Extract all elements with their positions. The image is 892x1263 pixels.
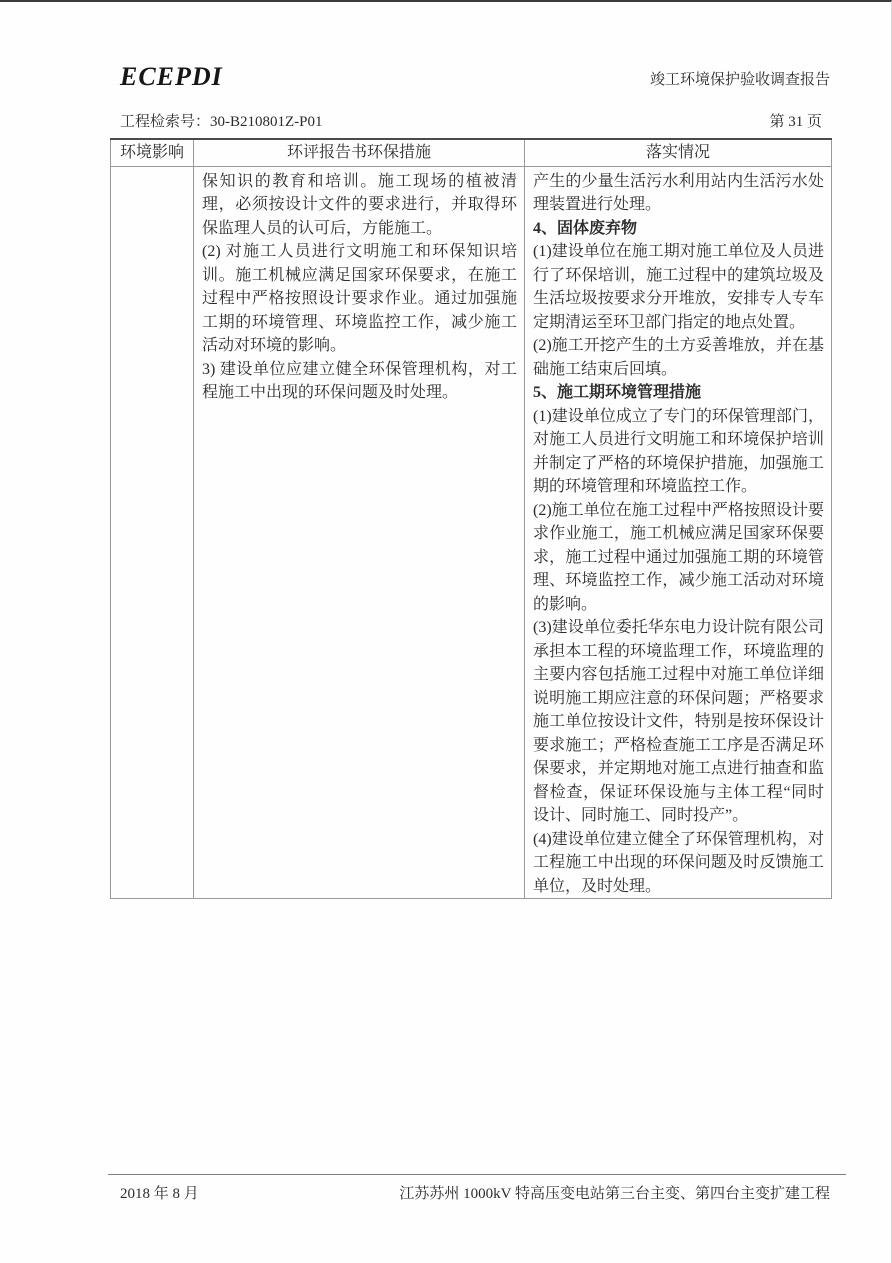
paragraph: (1)建设单位成立了专门的环保管理部门，对施工人员进行文明施工和环境保护培训并制定了严格的环境保护措施，加强施工期的环境管理和环境监控工作。 xyxy=(533,407,824,495)
paragraph: (4)建设单位建立健全了环保管理机构，对工程施工中出现的环保问题及时反馈施工单位，及时处理。 xyxy=(533,830,824,895)
report-title: 竣工环境保护验收调查报告 xyxy=(649,72,830,88)
table-header-row xyxy=(111,139,832,166)
paragraph: 产生的少量生活污水利用站内生活污水处理装置进行处理。 xyxy=(533,172,824,213)
section-heading: 4、固体废弃物 xyxy=(533,219,638,237)
measures-table xyxy=(110,138,832,899)
footer-divider xyxy=(108,1174,846,1175)
footer-date: 2018 年 8 月 xyxy=(120,1186,199,1202)
impact-cell xyxy=(111,166,194,899)
column-header-impact: 环境影响 xyxy=(111,139,194,166)
paragraph: (1)建设单位在施工期对施工单位及人员进行了环保培训，施工过程中的建筑垃圾及生活垃圾按要求分开堆放，安排专人专车定期清运至环卫部门指定的地点处置。 xyxy=(533,243,824,331)
paragraph: (2) 对施工人员进行文明施工和环保知识培训。施工机械应满足国家环保要求，在施工过程中严格按照设计要求作业。通过加强施工期的环境管理、环境监控工作，减少施工活动对环境的影响。 xyxy=(202,243,517,354)
paragraph: (2)施工开挖产生的土方妥善堆放，并在基础施工结束后回填。 xyxy=(533,337,824,378)
paragraph: 3) 建设单位应建立健全环保管理机构，对工程施工中出现的环保问题及时处理。 xyxy=(202,360,517,401)
column-header-measures: 环评报告书环保措施 xyxy=(194,139,525,166)
column-header-implementation: 落实情况 xyxy=(525,139,832,166)
company-logo: ECEPDI xyxy=(120,62,223,91)
table-row xyxy=(111,166,832,899)
project-code: 工程检索号：30-B210801Z-P01 xyxy=(120,114,323,130)
paragraph: (2)施工单位在施工过程中严格按照设计要求作业施工，施工机械应满足国家环保要求，施工过程中通过加强施工期的环境管理、环境监控工作，减少施工活动对环境的影响。 xyxy=(533,501,824,613)
implementation-cell xyxy=(525,166,832,899)
meta-row xyxy=(110,110,830,131)
section-heading: 5、施工期环境管理措施 xyxy=(533,384,702,401)
measures-cell xyxy=(194,166,525,899)
paragraph: 保知识的教育和培训。施工现场的植被清理，必须按设计文件的要求进行，并取得环保监理人员的认可后，方能施工。 xyxy=(202,172,517,237)
document-header xyxy=(110,62,830,92)
footer-project-name: 江苏苏州 1000kV 特高压变电站第三台主变、第四台主变扩建工程 xyxy=(399,1186,830,1202)
paragraph: (3)建设单位委托华东电力设计院有限公司承担本工程的环境监理工作，环境监理的主要内容包括施工过程中对施工单位详细说明施工期应注意的环保问题；严格要求施工单位按设计文件，特别是按环保设计要求施工；严格检查施工工序是否满足环保要求，并定期地对施工点进行抽查和监督检查，保证环保设施与主体工程“同时设计、同时施工、同时投产”。 xyxy=(533,619,824,824)
page-number: 第 31 页 xyxy=(769,114,822,130)
document-footer xyxy=(110,1182,830,1203)
